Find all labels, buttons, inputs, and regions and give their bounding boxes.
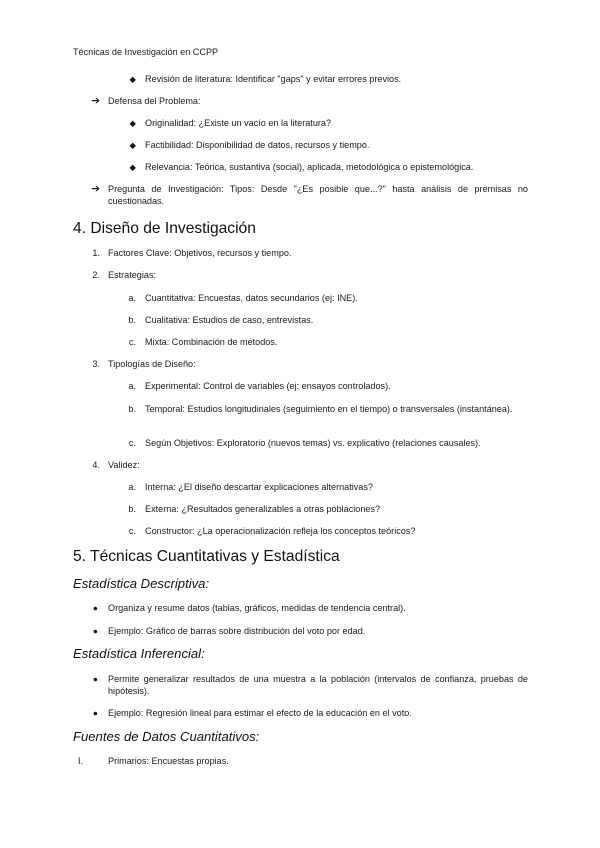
bullet-inferencial-2: Ejemplo: Regresión lineal para estimar el efecto de la educación en el voto. (108, 708, 412, 718)
dot-bullet-icon: ● (92, 626, 98, 636)
list-letter: a. (128, 381, 136, 391)
subheading-descriptiva: Estadística Descriptiva: (73, 576, 210, 591)
diamond-bullet-icon: ◆ (129, 74, 136, 84)
subheading-inferencial: Estadística Inferencial: (73, 646, 205, 661)
list-number: 1. (92, 248, 100, 258)
arrow-bullet-icon: ➔ (91, 183, 100, 195)
bullet-inferencial-1: Permite generalizar resultados de una muestra a la población (intervalos de confianza, pruebas de hipótesis). (108, 674, 528, 697)
list-letter: c. (128, 438, 136, 448)
sub-item-externa: Externa: ¿Resultados generalizables a otras poblaciones? (145, 504, 381, 514)
section-4-heading: 4. Diseño de Investigación (73, 220, 256, 237)
list-item-factores: Factores Clave: Objetivos, recursos y tiempo. (108, 248, 292, 258)
list-item-primarios: Primarios: Encuestas propias. (108, 756, 229, 766)
sub-item-cuantitativa: Cuantitativa: Encuestas, datos secundarios (ej: INE). (145, 293, 358, 303)
bullet-revision: Revisión de literatura: Identificar "gaps" y evitar errores previos. (145, 74, 402, 84)
dot-bullet-icon: ● (92, 674, 98, 684)
bullet-descriptiva-2: Ejemplo: Gráfico de barras sobre distribución del voto por edad. (108, 626, 366, 636)
sub-factibilidad: Factibilidad: Disponibilidad de datos, recursos y tiempo. (145, 140, 370, 150)
sub-item-constructor: Constructor: ¿La operacionalización refleja los conceptos teóricos? (145, 526, 416, 536)
sub-item-experimental: Experimental: Control de variables (ej: ensayos controlados). (145, 381, 391, 391)
list-item-estrategias: Estrategias: (108, 270, 157, 280)
list-letter: a. (128, 293, 136, 303)
list-letter: b. (128, 315, 136, 325)
sub-item-interna: Interna: ¿El diseño descartar explicaciones alternativas? (145, 482, 373, 492)
sub-relevancia: Relevancia: Teórica, sustantiva (social), aplicada, metodológica o epistemológica. (145, 162, 474, 172)
dot-bullet-icon: ● (92, 603, 98, 613)
section-5-heading: 5. Técnicas Cuantitativas y Estadística (73, 548, 340, 565)
list-letter: c. (128, 526, 136, 536)
list-letter: a. (128, 482, 136, 492)
sub-item-segun-objetivos: Según Objetivos: Exploratorio (nuevos temas) vs. explicativo (relaciones causales). (145, 438, 481, 448)
sub-item-cualitativa: Cualitativa: Estudios de caso, entrevistas. (145, 315, 314, 325)
list-number: 2. (92, 270, 100, 280)
page-header-title: Técnicas de Investigación en CCPP (73, 47, 219, 57)
sub-item-mixta: Mixta: Combinación de métodos. (145, 337, 278, 347)
arrow-item-defensa: Defensa del Problema: (108, 96, 201, 106)
list-letter: b. (128, 504, 136, 514)
list-roman-numeral: I. (78, 756, 84, 766)
list-number: 3. (92, 359, 100, 369)
diamond-bullet-icon: ◆ (129, 118, 136, 128)
arrow-item-pregunta: Pregunta de Investigación: Tipos: Desde "¿Es posible que...?" hasta análisis de premisas no cuestionadas. (108, 184, 528, 207)
subheading-fuentes: Fuentes de Datos Cuantitativos: (73, 729, 260, 744)
bullet-descriptiva-1: Organiza y resume datos (tablas, gráficos, medidas de tendencia central). (108, 603, 406, 613)
list-number: 4. (92, 460, 100, 470)
diamond-bullet-icon: ◆ (129, 162, 136, 172)
list-item-tipologias: Tipologías de Diseño: (108, 359, 196, 369)
list-letter: b. (128, 404, 136, 414)
list-letter: c. (128, 337, 136, 347)
sub-originalidad: Originalidad: ¿Existe un vacío en la literatura? (145, 118, 332, 128)
dot-bullet-icon: ● (92, 708, 98, 718)
list-item-validez: Validez: (108, 460, 140, 470)
diamond-bullet-icon: ◆ (129, 140, 136, 150)
arrow-bullet-icon: ➔ (91, 95, 100, 107)
sub-item-temporal: Temporal: Estudios longitudinales (seguimiento en el tiempo) o transversales (instantánea). (145, 404, 513, 414)
